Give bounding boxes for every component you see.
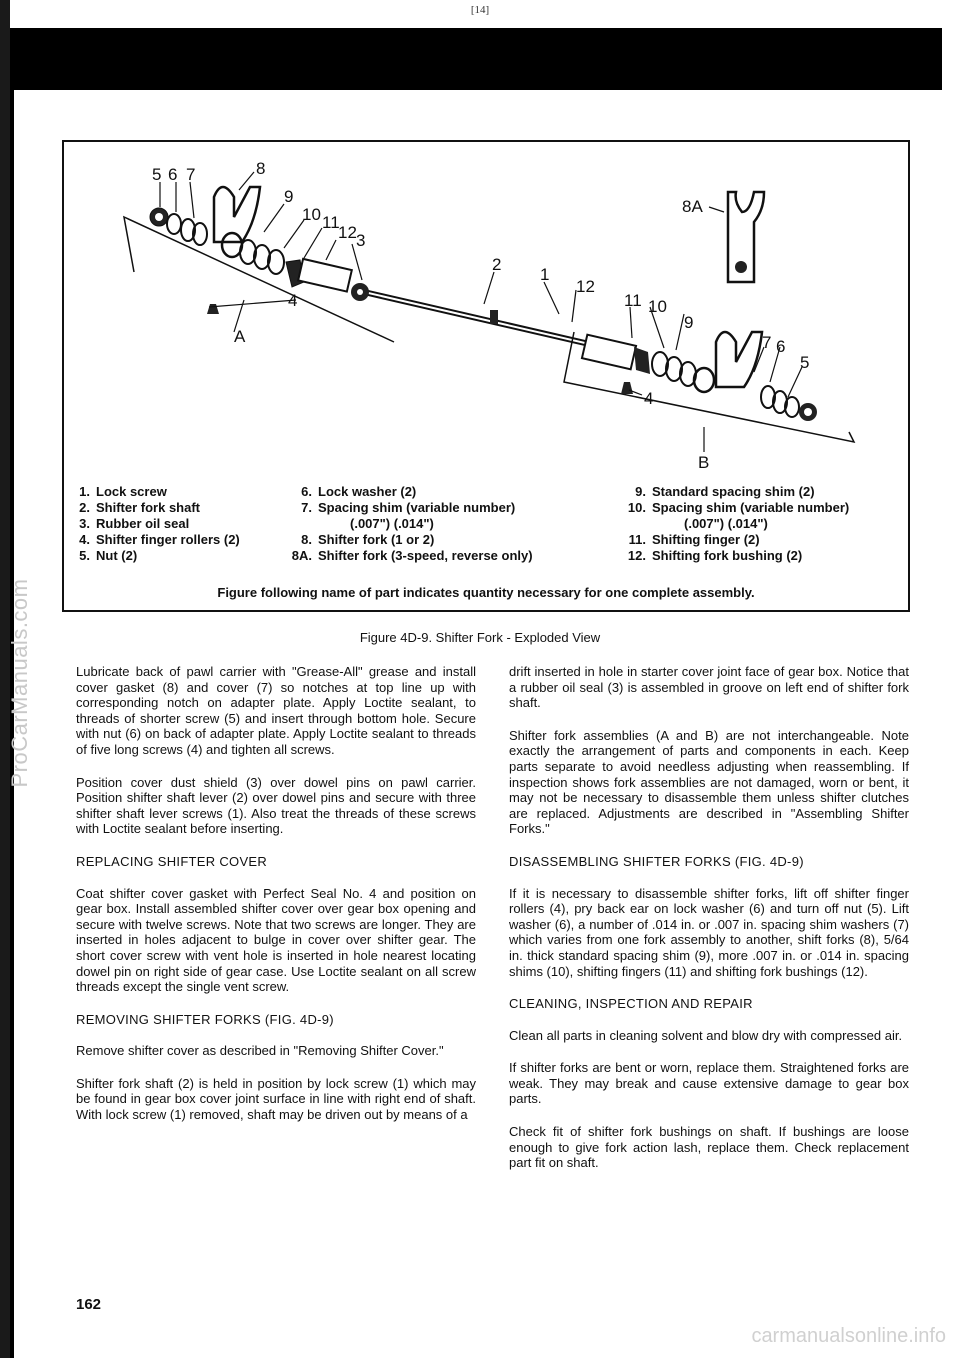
callout-9-left: 9 <box>284 187 294 206</box>
figure-quantity-note: Figure following name of part indicates quantity necessary for one complete assembly. <box>217 585 755 600</box>
left-text-column <box>76 664 476 1140</box>
page-number: 162 <box>76 1296 102 1313</box>
side-watermark <box>0 578 50 788</box>
bushing-left <box>298 259 352 292</box>
roller-left <box>207 304 219 314</box>
legend-item: 6. Lock washer (2) <box>301 484 417 499</box>
section-heading: DISASSEMBLING SHIFTER FORKS (FIG. 4D-9) <box>509 853 804 869</box>
legend-item: 5. Nut (2) <box>79 548 138 563</box>
header-band <box>10 28 942 90</box>
paragraph: Remove shifter cover as described in "Removing Shifter Cover." <box>76 1043 444 1059</box>
callout-9-right: 9 <box>684 313 694 332</box>
lock-screw <box>490 310 498 324</box>
callout-b: B <box>698 453 710 472</box>
callout-5-left: 5 <box>152 165 162 184</box>
legend-item: 11. Shifting finger (2) <box>628 532 760 547</box>
paragraph: Lubricate back of pawl carrier with "Grease-All" grease and install cover gasket (8) and cover (7) so notches at top line up with corresponding notch on adapter plate. Apply Loctite sealant, to threads of shorter screw (5) and insert through bottom hole. Secure with nut (6) on back of adapter plate. Apply Loctite sealant to threads of five long screws (4) and tighten all screws. <box>76 664 476 757</box>
legend-item: 3. Rubber oil seal <box>79 516 190 531</box>
page-marker: [14] <box>470 4 490 16</box>
section-heading: REMOVING SHIFTER FORKS (FIG. 4D-9) <box>76 1011 334 1027</box>
legend-column-1 <box>64 484 240 564</box>
paragraph: Shifter fork shaft (2) is held in position by lock screw (1) which may be found in gear box cover joint surface in line with right end of shaft. With lock screw (1) removed, shaft may be driven out by means of a <box>76 1075 476 1123</box>
shifting-finger-right <box>634 347 650 374</box>
legend-column-2 <box>286 484 533 564</box>
callout-3: 3 <box>356 231 366 250</box>
right-text-column <box>509 664 909 1188</box>
spacer-right <box>694 368 714 392</box>
roller-right <box>621 382 633 394</box>
legend-item: (.007") (.014") <box>684 516 768 531</box>
paragraph: Clean all parts in cleaning solvent and blow dry with compressed air. <box>509 1027 903 1043</box>
paragraph: If shifter forks are bent or worn, replace them. Straightened forks are weak. They may break and cause extensive damage to gear box parts. <box>509 1060 909 1107</box>
callout-a: A <box>234 327 246 346</box>
legend-item: 8A. Shifter fork (3-speed, reverse only) <box>291 548 533 563</box>
exploded-view-diagram <box>64 142 908 482</box>
callout-6-left: 6 <box>168 165 178 184</box>
paragraph: Coat shifter cover gasket with Perfect Seal No. 4 and position on gear box. Install assembled shifter cover over gear box opening and secure with twelve screws. Note that two screws are longer. They are inserted in holes adjacent to bulge in cover over shifter gear. The short cover screw with vent hole is inserted in hole nearest locating dowel pin on right side of gear case. Use Loctite sealant on all screw threads except the single vent screw. <box>76 885 476 995</box>
legend-item: 12. Shifting fork bushing (2) <box>627 548 803 563</box>
legend-item: 8. Shifter fork (1 or 2) <box>301 532 435 547</box>
callout-1: 1 <box>540 265 550 284</box>
legend-item: 2. Shifter fork shaft <box>79 500 201 515</box>
callout-7-right: 7 <box>762 333 772 352</box>
callout-10-left: 10 <box>302 205 321 224</box>
legend-item: 7. Spacing shim (variable number) <box>301 500 516 515</box>
callout-12-center: 12 <box>576 277 595 296</box>
callout-8: 8 <box>256 159 266 178</box>
side-watermark-text: ProCarManuals.com <box>7 578 32 788</box>
figure-caption: Figure 4D-9. Shifter Fork - Exploded View <box>359 630 601 645</box>
paragraph: Check fit of shifter fork bushings on shaft. If bushings are loose enough to give fork action lash, replace them. Check replacement part fit on shaft. <box>509 1124 909 1171</box>
callout-6-right: 6 <box>776 337 786 356</box>
paragraph: If it is necessary to disassemble shifter forks, lift off shifter finger rollers (4), pry back ear on lock washer (6) and turn off nut (5). Lift washer (6), a number of .014 in. or .007 in. spacing shim washers (7) which varies from one fork assembly to another, shift forks (8), 5/64 in. thick standard spacing shim (9), more .007 in. or .014 in. spacing shims (10), shifting fingers (11) and shifting fork bushings (12). <box>509 885 909 979</box>
callout-12-left: 12 <box>338 223 357 242</box>
callout-4-left: 4 <box>288 291 298 310</box>
legend-item: 1. Lock screw <box>79 484 167 499</box>
callout-2: 2 <box>492 255 502 274</box>
callout-5-right: 5 <box>800 353 810 372</box>
paragraph: Shifter fork assemblies (A and B) are not interchangeable. Note exactly the arrangement of parts and components in each. Keep parts separate to avoid needless adjusting when reassembling. If inspection shows fork assemblies are not damaged, worn or bent, it may not be necessary to disassemble them unless shifter clutches are replaced. Adjustments are described in "Assembling Shifter Forks." <box>509 727 909 837</box>
figure-box <box>62 140 910 612</box>
section-heading: REPLACING SHIFTER COVER <box>76 853 268 869</box>
shifter-fork-right <box>716 332 762 387</box>
callout-8a: 8A <box>682 197 703 216</box>
bushing-right <box>582 335 636 370</box>
callout-11-left: 11 <box>322 213 340 232</box>
bottom-watermark: carmanualsonline.info <box>751 1325 946 1347</box>
callout-10-right: 10 <box>648 297 667 316</box>
lock-washer-left <box>167 214 181 234</box>
legend-column-3 <box>620 484 849 564</box>
parts-legend <box>64 484 908 574</box>
paragraph: drift inserted in hole in starter cover joint face of gear box. Notice that a rubber oil seal (3) is assembled in groove on left end of shifter fork shaft. <box>509 664 909 711</box>
callout-7-left: 7 <box>186 165 196 184</box>
section-heading: CLEANING, INSPECTION AND REPAIR <box>509 996 753 1012</box>
legend-item: (.007") (.014") <box>350 516 434 531</box>
legend-item: 10. Spacing shim (variable number) <box>627 500 850 515</box>
paragraph: Position cover dust shield (3) over dowel pins on pawl carrier. Position shifter shaft lever (2) over dowel pins and secure with three shifter shaft lever screws (1). Also treat the threads of these screws with Loctite sealant before inserting. <box>76 774 476 837</box>
callout-4-right: 4 <box>644 389 654 408</box>
legend-item: 4. Shifter finger rollers (2) <box>79 532 240 547</box>
callout-11-right: 11 <box>624 291 642 310</box>
legend-item: 9. Standard spacing shim (2) <box>635 484 815 499</box>
